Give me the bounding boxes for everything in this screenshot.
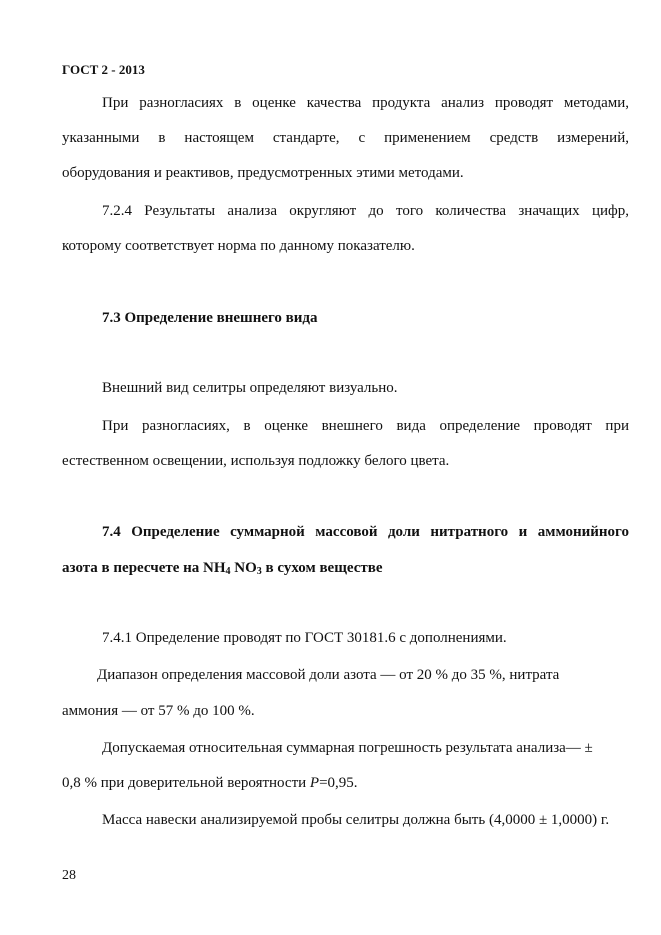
clause-7-2-4-line: которому соответствует норма по данному показателю. — [62, 238, 415, 254]
section-7-3-text: естественном освещении, используя подложку белого цвета. — [62, 453, 450, 469]
error-text-line2: 0,8 % при доверительной вероятности P=0,95. — [62, 775, 358, 791]
section-7-3-heading: 7.3 Определение внешнего вида — [102, 310, 318, 326]
sample-mass-text: Масса навески анализируемой пробы селитры должна быть (4,0000 ± 1,0000) г. — [102, 812, 610, 828]
paragraph-line: указанными в настоящем стандарте, с применением средств измерений, — [62, 130, 629, 146]
section-7-3-text: При разногласиях, в оценке внешнего вида определение проводят при — [102, 418, 629, 434]
range-text: аммония — от 57 % до 100 %. — [62, 703, 255, 719]
error-text: Допускаемая относительная суммарная погрешность результата анализа— ± — [102, 740, 593, 756]
document-header: ГОСТ 2 - 2013 — [62, 62, 145, 77]
page-number: 28 — [62, 868, 76, 883]
section-7-4-heading: 7.4 Определение суммарной массовой доли нитратного и аммонийного — [102, 524, 629, 540]
section-7-3-text: Внешний вид селитры определяют визуально. — [102, 380, 398, 396]
paragraph-line: При разногласиях в оценке качества продукта анализ проводят методами, — [102, 95, 629, 111]
paragraph-line: оборудования и реактивов, предусмотренных этими методами. — [62, 165, 464, 181]
clause-7-2-4-line: 7.2.4 Результаты анализа округляют до того количества значащих цифр, — [102, 203, 629, 219]
clause-7-4-1-text: 7.4.1 Определение проводят по ГОСТ 30181.6 с дополнениями. — [102, 630, 507, 646]
range-text: Диапазон определения массовой доли азота — от 20 % до 35 %, нитрата — [97, 667, 560, 683]
section-7-4-heading-line2: азота в пересчете на $NH_4$ $NO_3$ в сухом веществе — [62, 560, 383, 577]
